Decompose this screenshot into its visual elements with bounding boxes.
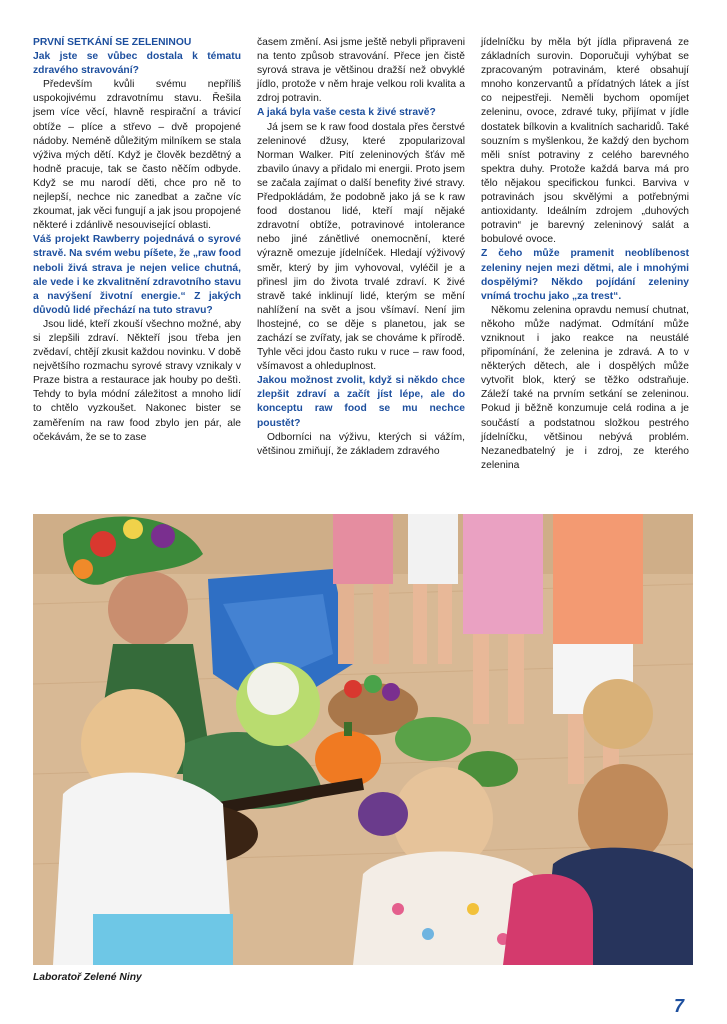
answer-paragraph: Odborníci na výživu, kterých si vážím, většinou zmiňují, že základem zdravého [257, 431, 465, 457]
interview-question: Jakou možnost zvolit, když si někdo chce zlepšit zdraví a začít jíst lépe, ale do konceptu raw food se mu nechce poustět? [257, 375, 465, 429]
article-column-3 [481, 36, 689, 473]
answer-paragraph: Především kvůli svému nepříliš uspokojivému zdravotnímu stavu. Řešila jsem více věcí, hlavně respirační a trávicí obtíže – plíce a střevo – dvě propojené nádoby. Neméně důležitým milníkem se stala výživa mých dětí. Když je člověk bezdětný a hodně pracuje, tak se často něčím odbyde. Když se mu narodí děti, chce pro ně to nejlepší, nechce nic zanedbat a začne víc zkoumat, jak věci fungují a jak jsou propojené některé i zdánlivě nesouvisející oblasti. [33, 79, 241, 232]
answer-paragraph: Jsou lidé, kteří zkouší všechno možné, aby si zlepšili zdraví. Někteří jsou třeba jen zvědaví, chtějí zkusit každou novinku. V době největšího rozmachu syrové stravy vznikaly v Praze bistra a restaurace jak houby po deštì. Tehdy to byla módní záležitost a mnoho lidí to chtělo vyzkoušet. Nakonec bister se zaměřením na raw food zbylo jen pár, ale očekávám, že se to zase [33, 318, 241, 443]
section-heading: PRVNÍ SETKÁNÍ SE ZELENINOU [33, 37, 192, 48]
photo-illustration [33, 514, 693, 965]
continued-paragraph: časem změní. Asi jsme ještě nebyli připraveni na tento způsob stravování. Přece jen čistě syrová strava je většinou dražší než obvyklé jídlo, protože v něm hraje velkou roli kvalita a zdroj potravin. [257, 37, 465, 105]
interview-question: Váš projekt Rawberry pojednává o syrové stravě. Na svém webu píšete, že „raw food neboli živá strava je nejen velice chutná, ale vede i ke zkvalitnění zdravotního stavu a navýšení životní energie.“ Z jakých důvodů lidé přechází na tuto stravu? [33, 234, 241, 316]
interview-question: Jak jste se vůbec dostala k tématu zdravého stravování? [33, 51, 241, 77]
article-photo [33, 514, 693, 965]
interview-question: A jaká byla vaše cesta k živé stravě? [257, 107, 436, 119]
interview-question: Z čeho může pramenit neoblíbenost zeleniny nejen mezi dětmi, ale i mnohými dospělými? Někdo pojídání zeleniny vnímá trochu jako „za trest“. [481, 248, 689, 302]
photo-caption: Laboratoř Zelené Niny [33, 972, 142, 983]
article-column-2 [257, 36, 465, 459]
article-column-1 [33, 36, 241, 445]
page-number: 7 [673, 996, 684, 1016]
answer-paragraph: Já jsem se k raw food dostala přes čerstvé zeleninové džusy, které zpopularizoval Norman Walker. Pití zeleninových šťáv mě zbavilo únavy a přidalo mi energii. Proto jsem se začala zajímat o další benefity živé stravy. Předpokládám, že podobně jako já se k raw food dostanou lidé, kteří mají nějaké zdravotní obtíže, potravinové intolerance nebo jiné zánětlivé onemocnění, které výrazně omezuje jídelníček. Hledají výživový směr, který by jim vyhovoval, vyléčil je a přinesl jim do života trvalé zdraví. K živé stravě také inklinují lidé, kterým se mění nahlížení na svět a jsou všímaví. Není jim lhostejné, co se děje s planetou, jak se zachází se zvířaty, jak se chováme k přírodě. Tyhle věci jdou často ruku v ruce – raw food, všímavost a ohleduplnost. [257, 121, 465, 373]
continued-paragraph: jídelníčku by měla být jídla připravená ze základních surovin. Doporučuji vyhýbat se zpracovaným potravinám, které obsahují mnoho konzervantů a přídatných látek a jíst co nejpestřeji. Neměli bychom opomíjet zeleninu, ovoce, zdravé tuky, přijímat v jídle dostatek bílkovin a kvalitních sacharidů. Také souzním s myšlenkou, že každý den bychom měli sníst potraviny z celého barevného spektra duhy. Protože každá barva má pro tělo nějakou specifickou funkci. Barviva v potravinách jsou skvělými a potřebnými antioxidanty. Ideálním zdrojem „duhových potravin“ je barevný zeleninový salát a bobulové ovoce. [481, 37, 689, 246]
answer-paragraph: Někomu zelenina opravdu nemusí chutnat, někoho může nadýmat. Odmítání může vzniknout i jako reakce na neustálé připomínání, že zelenina je zdravá. A to v některých dětech, ale i dospělých může vytvořit blok, který se těžko odstraňuje. Záleží také na prvním setkání se zeleninou. Pokud ji běžně konzumuje celá rodina a je součástí a podstatnou složkou pestrého jídelníčku, většinou nebývá problém. Nezanedbatelný je i zdroj, ze kterého zelenina [481, 304, 689, 471]
